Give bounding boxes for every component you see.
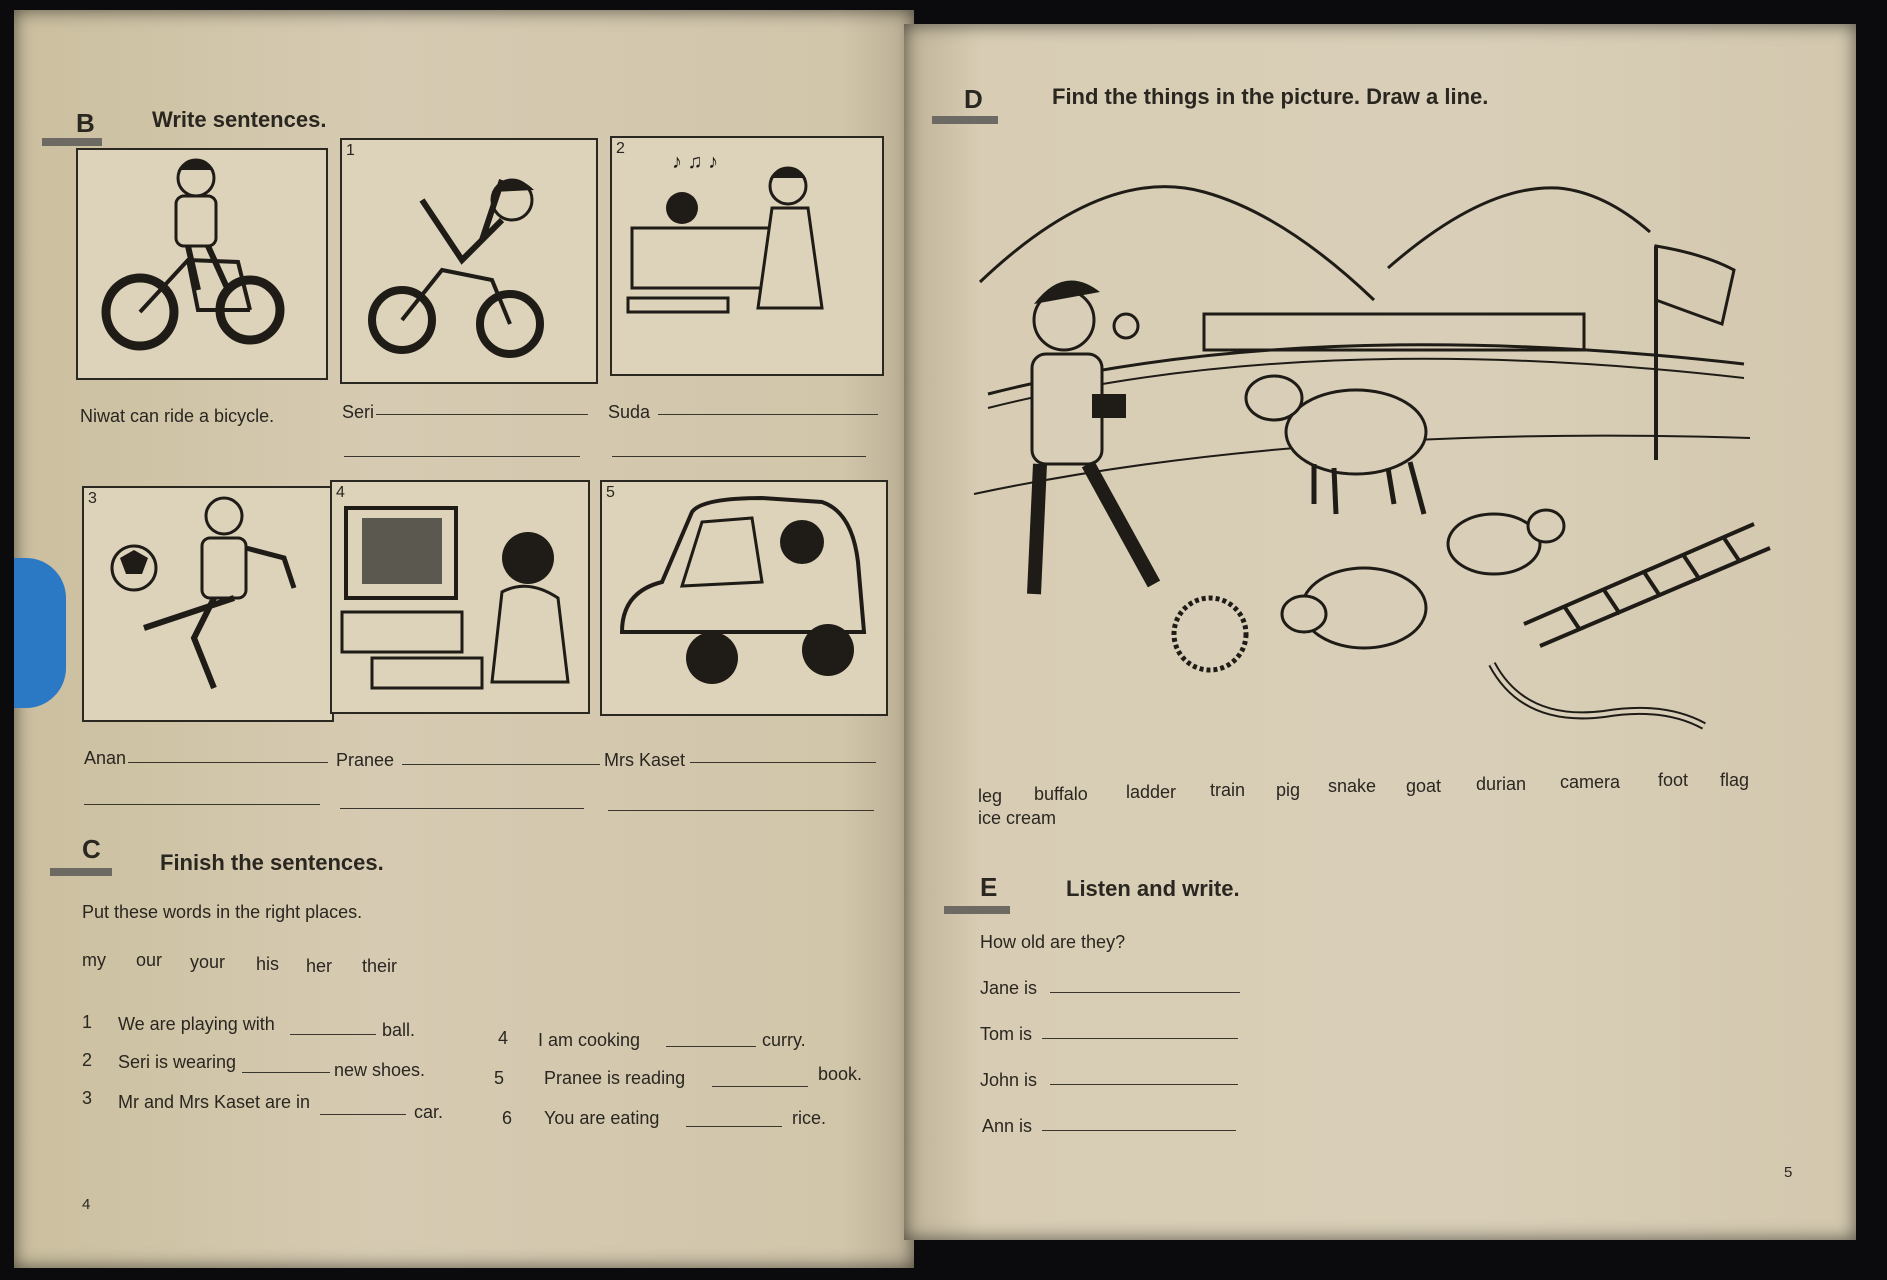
panel-number: 4 bbox=[336, 484, 345, 501]
age-item-tom: Tom is bbox=[980, 1024, 1033, 1044]
blank-line bbox=[712, 1086, 808, 1087]
blue-cloth bbox=[14, 558, 66, 708]
answer-line bbox=[344, 456, 580, 457]
sentence-1-after: ball. bbox=[382, 1020, 416, 1040]
answer-line bbox=[1042, 1130, 1236, 1131]
section-c-letter: C bbox=[82, 834, 101, 864]
answer-line bbox=[84, 804, 320, 805]
section-b-heading: Write sentences. bbox=[152, 107, 327, 132]
farm-scene-illustration bbox=[904, 24, 1856, 744]
sentence-number: 3 bbox=[82, 1088, 93, 1108]
answer-line bbox=[608, 810, 874, 811]
panel-1-seri bbox=[340, 138, 598, 384]
sentence-5-after: book. bbox=[818, 1064, 863, 1084]
sentence-6-before: You are eating bbox=[544, 1108, 660, 1128]
section-e-bar bbox=[944, 906, 1010, 914]
section-d-heading: Find the things in the picture. Draw a line. bbox=[1052, 84, 1489, 109]
section-c-bar bbox=[50, 868, 112, 876]
sentence-3-before: Mr and Mrs Kaset are in bbox=[118, 1092, 311, 1112]
section-e-letter: E bbox=[980, 872, 998, 902]
sentence-5-before: Pranee is reading bbox=[544, 1068, 686, 1088]
answer-line bbox=[1050, 992, 1240, 993]
word-camera: camera bbox=[1560, 772, 1621, 792]
word-durian: durian bbox=[1476, 774, 1527, 794]
section-e-heading: Listen and write. bbox=[1066, 876, 1240, 901]
age-item-jane: Jane is bbox=[980, 978, 1038, 998]
answer-line bbox=[658, 414, 878, 415]
section-b-letter: B bbox=[76, 108, 95, 138]
sentence-1-before: We are playing with bbox=[118, 1014, 275, 1034]
word-flag: flag bbox=[1720, 770, 1750, 790]
blank-line bbox=[242, 1072, 330, 1073]
answer-line bbox=[340, 808, 584, 809]
panel-caption-4: Pranee bbox=[336, 750, 395, 770]
section-c-instruction: Put these words in the right places. bbox=[82, 902, 363, 922]
word-our: our bbox=[136, 950, 163, 970]
panel-niwat-bicycle bbox=[76, 148, 328, 380]
panel-caption-5: Mrs Kaset bbox=[604, 750, 686, 770]
left-page bbox=[14, 10, 914, 1268]
computer-illustration bbox=[332, 482, 588, 712]
panel-3-anan bbox=[82, 486, 334, 722]
section-e-question: How old are they? bbox=[980, 932, 1126, 952]
word-your: your bbox=[190, 952, 226, 972]
blank-line bbox=[290, 1034, 376, 1035]
sentence-number: 1 bbox=[82, 1012, 93, 1032]
answer-line bbox=[128, 762, 328, 763]
sentence-number: 2 bbox=[82, 1050, 93, 1070]
word-foot: foot bbox=[1658, 770, 1689, 790]
blank-line bbox=[666, 1046, 756, 1047]
panel-4-pranee bbox=[330, 480, 590, 714]
sentence-number: 6 bbox=[502, 1108, 513, 1128]
panel-number: 5 bbox=[606, 484, 615, 501]
panel-caption-2: Suda bbox=[608, 402, 651, 422]
word-train: train bbox=[1210, 780, 1246, 800]
word-ladder: ladder bbox=[1126, 782, 1177, 802]
panel-number: 1 bbox=[346, 142, 355, 159]
panel-caption-0: Niwat can ride a bicycle. bbox=[80, 406, 275, 426]
blank-line bbox=[686, 1126, 782, 1127]
sentence-2-after: new shoes. bbox=[334, 1060, 426, 1080]
panel-number: 2 bbox=[616, 140, 625, 157]
sentence-3-after: car. bbox=[414, 1102, 444, 1122]
word-goat: goat bbox=[1406, 776, 1442, 796]
section-c-heading: Finish the sentences. bbox=[160, 850, 384, 875]
svg-text:♪ ♫ ♪: ♪ ♫ ♪ bbox=[672, 151, 719, 173]
section-b-bar bbox=[42, 138, 102, 146]
sentence-6-after: rice. bbox=[792, 1108, 827, 1128]
word-their: their bbox=[362, 956, 398, 976]
word-his: his bbox=[256, 954, 280, 974]
word-buffalo: buffalo bbox=[1034, 784, 1088, 804]
piano-illustration bbox=[612, 138, 882, 374]
answer-line bbox=[376, 414, 588, 415]
sentence-4-after: curry. bbox=[762, 1030, 806, 1050]
panel-2-suda bbox=[610, 136, 884, 376]
blank-line bbox=[320, 1114, 406, 1115]
panel-caption-1: Seri bbox=[342, 402, 375, 422]
answer-line bbox=[1050, 1084, 1238, 1085]
panel-caption-3: Anan bbox=[84, 748, 127, 768]
panel-5-mrs-kaset bbox=[600, 480, 888, 716]
page-number-right: 5 bbox=[1784, 1164, 1793, 1181]
sentence-2-before: Seri is wearing bbox=[118, 1052, 237, 1072]
bicycle-illustration bbox=[78, 150, 326, 378]
word-snake: snake bbox=[1328, 776, 1377, 796]
sentence-number: 4 bbox=[498, 1028, 509, 1048]
answer-line bbox=[690, 762, 876, 763]
sentence-4-before: I am cooking bbox=[538, 1030, 641, 1050]
word-ice-cream: ice cream bbox=[978, 808, 1057, 828]
panel-number: 3 bbox=[88, 490, 97, 507]
answer-line bbox=[402, 764, 600, 765]
section-d-letter: D bbox=[964, 84, 983, 114]
answer-line bbox=[1042, 1038, 1238, 1039]
word-my: my bbox=[82, 950, 106, 970]
page-number-left: 4 bbox=[82, 1196, 91, 1213]
car-illustration bbox=[602, 482, 886, 714]
word-pig: pig bbox=[1276, 780, 1301, 800]
age-item-john: John is bbox=[980, 1070, 1038, 1090]
answer-line bbox=[612, 456, 866, 457]
word-her: her bbox=[306, 956, 333, 976]
falling-bicycle-illustration bbox=[342, 140, 596, 382]
age-item-ann: Ann is bbox=[982, 1116, 1033, 1136]
right-page bbox=[904, 24, 1856, 1240]
sentence-number: 5 bbox=[494, 1068, 505, 1088]
football-illustration bbox=[84, 488, 332, 720]
word-leg: leg bbox=[978, 786, 1003, 806]
